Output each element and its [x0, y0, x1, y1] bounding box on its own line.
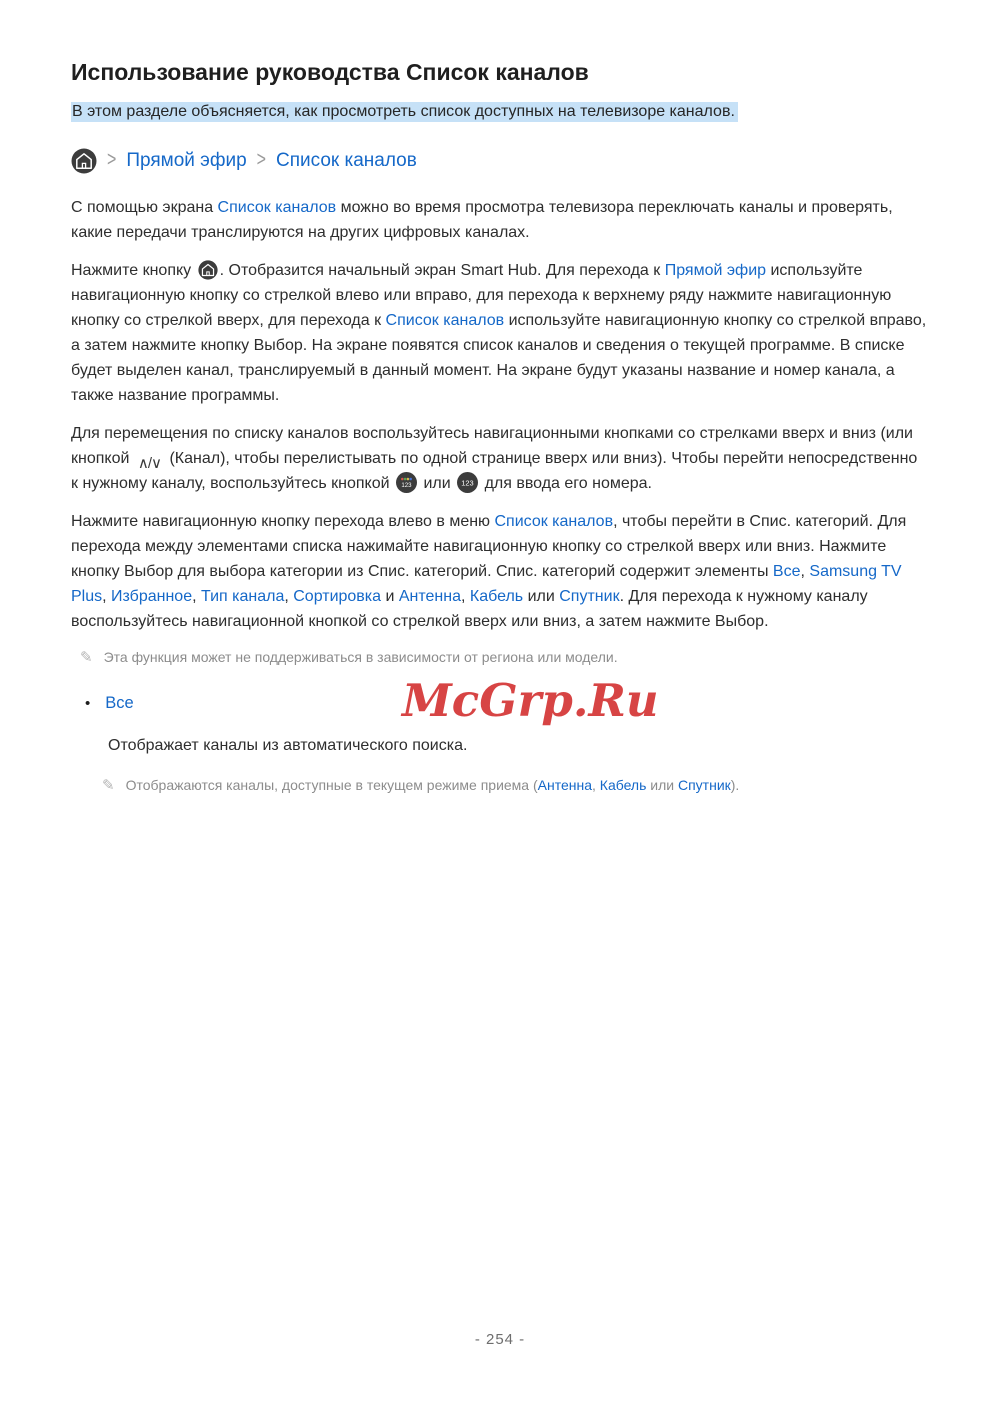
inline-link[interactable]: Список каналов — [217, 198, 337, 216]
block-text: Для перемещения по списку каналов воспользуйтесь навигационными кнопками со стрелками вверх и вниз (или кнопкой ∧/∨ (Канал), чтобы перелистывать по одной странице вверх или вниз). Чтобы перейти непосредственно к нужному каналу, воспользуйтесь кнопкой 123 или 123 для ввода его номера. — [71, 424, 918, 492]
sub-block — [108, 733, 928, 758]
block-text — [108, 737, 467, 754]
breadcrumb-separator-icon: > — [256, 149, 267, 172]
text-segment: , — [461, 587, 470, 605]
text-segment: (Канал), чтобы перелистывать по одной странице вверх или вниз). Чтобы перейти непосредственно к нужному каналу, воспользуйтесь кнопкой — [71, 449, 918, 492]
num123-icon — [457, 472, 478, 493]
breadcrumb-item-channel-list[interactable]: Список каналов — [276, 149, 417, 171]
inline-link[interactable]: Кабель — [469, 587, 524, 605]
pencil-icon: ✎ — [102, 776, 115, 794]
inline-link[interactable]: Прямой эфир — [664, 261, 767, 279]
svg-text:123: 123 — [461, 478, 474, 488]
paragraph-block — [71, 421, 928, 496]
text-segment: , — [192, 587, 201, 605]
text-segment: Нажмите кнопку — [71, 261, 196, 279]
text-segment: . Отобразится начальный экран Smart Hub. Для перехода к — [219, 261, 665, 279]
text-segment: , — [284, 587, 294, 605]
inline-link[interactable]: Тип канала — [201, 587, 285, 605]
num123-color-icon — [396, 472, 417, 493]
text-segment: для ввода его номера. — [480, 474, 652, 492]
text-segment: можно во время просмотра телевизора переключать каналы и проверять, какие передачи транслируются на других цифровых каналах. — [71, 198, 893, 241]
block-text — [71, 199, 893, 241]
home-icon[interactable] — [71, 148, 97, 174]
breadcrumb-separator-icon: > — [107, 149, 117, 172]
inline-link[interactable]: Антенна — [398, 587, 461, 605]
inline-link[interactable]: Избранное — [111, 587, 193, 605]
text-segment: или — [646, 776, 678, 793]
text-segment: С помощью экрана — [71, 198, 218, 216]
text-segment: . Для перехода к нужному каналу воспользуйтесь навигационной кнопкой со стрелкой вверх или вниз, а затем нажмите Выбор. — [71, 587, 868, 630]
breadcrumb — [71, 148, 928, 174]
inline-link[interactable]: Samsung TV Plus — [71, 562, 902, 605]
text-segment: или — [419, 474, 456, 492]
text-segment: Для перемещения по списку каналов воспользуйтесь навигационными кнопками со стрелками вверх и вниз (или кнопкой — [71, 424, 913, 467]
svg-text:123: 123 — [401, 481, 412, 489]
page-title: Использование руководства Список каналов — [71, 59, 589, 85]
block-text — [104, 647, 618, 668]
paragraph-block — [71, 258, 928, 408]
content-blocks — [71, 195, 928, 796]
text-segment: или — [523, 587, 560, 605]
text-segment: и — [381, 587, 399, 605]
text-segment: , — [102, 587, 112, 605]
text-segment: Эта функция может не поддерживаться в зависимости от региона или модели. — [103, 648, 618, 665]
page-number: - 254 - — [474, 1331, 526, 1348]
block-text — [105, 691, 133, 716]
paragraph-block — [71, 195, 928, 245]
block-text — [71, 513, 906, 630]
text-segment: Отображает каналы из автоматического поиска. — [108, 736, 468, 754]
inline-link[interactable]: Сортировка — [293, 587, 382, 605]
page-subtitle: В этом разделе объясняется, как просмотреть список доступных на телевизоре каналов. — [71, 102, 738, 122]
text-segment: Нажмите навигационную кнопку перехода влево в меню — [71, 512, 495, 530]
page-subtitle-row — [71, 100, 928, 123]
text-segment: используйте навигационную кнопку со стрелкой вправо, а затем нажмите кнопку Выбор. На экране появятся список каналов и сведения о текущей программе. В списке будет выделен канал, транслируемый в данный момент. На экране будут указаны название и номер канала, а также название программы. — [71, 311, 927, 404]
inline-link[interactable]: Кабель — [599, 776, 647, 793]
note-block — [102, 775, 928, 796]
text-segment: используйте навигационную кнопку со стрелкой влево или вправо, для перехода к верхнему ряду нажмите навигационную кнопку со стрелкой вверх, для перехода к — [71, 261, 892, 329]
paragraph-block — [71, 509, 928, 634]
inline-link[interactable]: Спутник — [677, 776, 731, 793]
bullet-block — [85, 691, 928, 716]
inline-link[interactable]: Все — [772, 562, 801, 580]
block-text — [71, 262, 926, 404]
inline-link[interactable]: Спутник — [559, 587, 620, 605]
watermark: McGrp.Ru — [402, 674, 659, 727]
inline-link[interactable]: Список каналов — [494, 512, 614, 530]
home-button-icon — [198, 260, 218, 280]
inline-link[interactable]: Список каналов — [385, 311, 505, 329]
inline-link[interactable]: Антенна — [537, 776, 593, 793]
text-segment: , — [592, 776, 600, 793]
pencil-icon: ✎ — [80, 648, 93, 666]
breadcrumb-item-live-tv[interactable]: Прямой эфир — [126, 149, 247, 171]
bullet-dot-icon: • — [85, 694, 91, 712]
note-block — [80, 647, 928, 668]
block-text — [126, 775, 740, 796]
text-segment: ). — [730, 776, 740, 793]
text-segment: , — [800, 562, 810, 580]
text-segment: Отображаются каналы, доступные в текущем режиме приема ( — [125, 776, 538, 793]
text-segment: , чтобы перейти в Спис. категорий. Для перехода между элементами списка нажимайте навигационную кнопку со стрелкой вверх или вниз. Нажмите кнопку Выбор для выбора категории из Спис. категорий. Спис. категорий содержит элементы — [71, 512, 907, 580]
inline-link[interactable]: Все — [105, 693, 134, 712]
